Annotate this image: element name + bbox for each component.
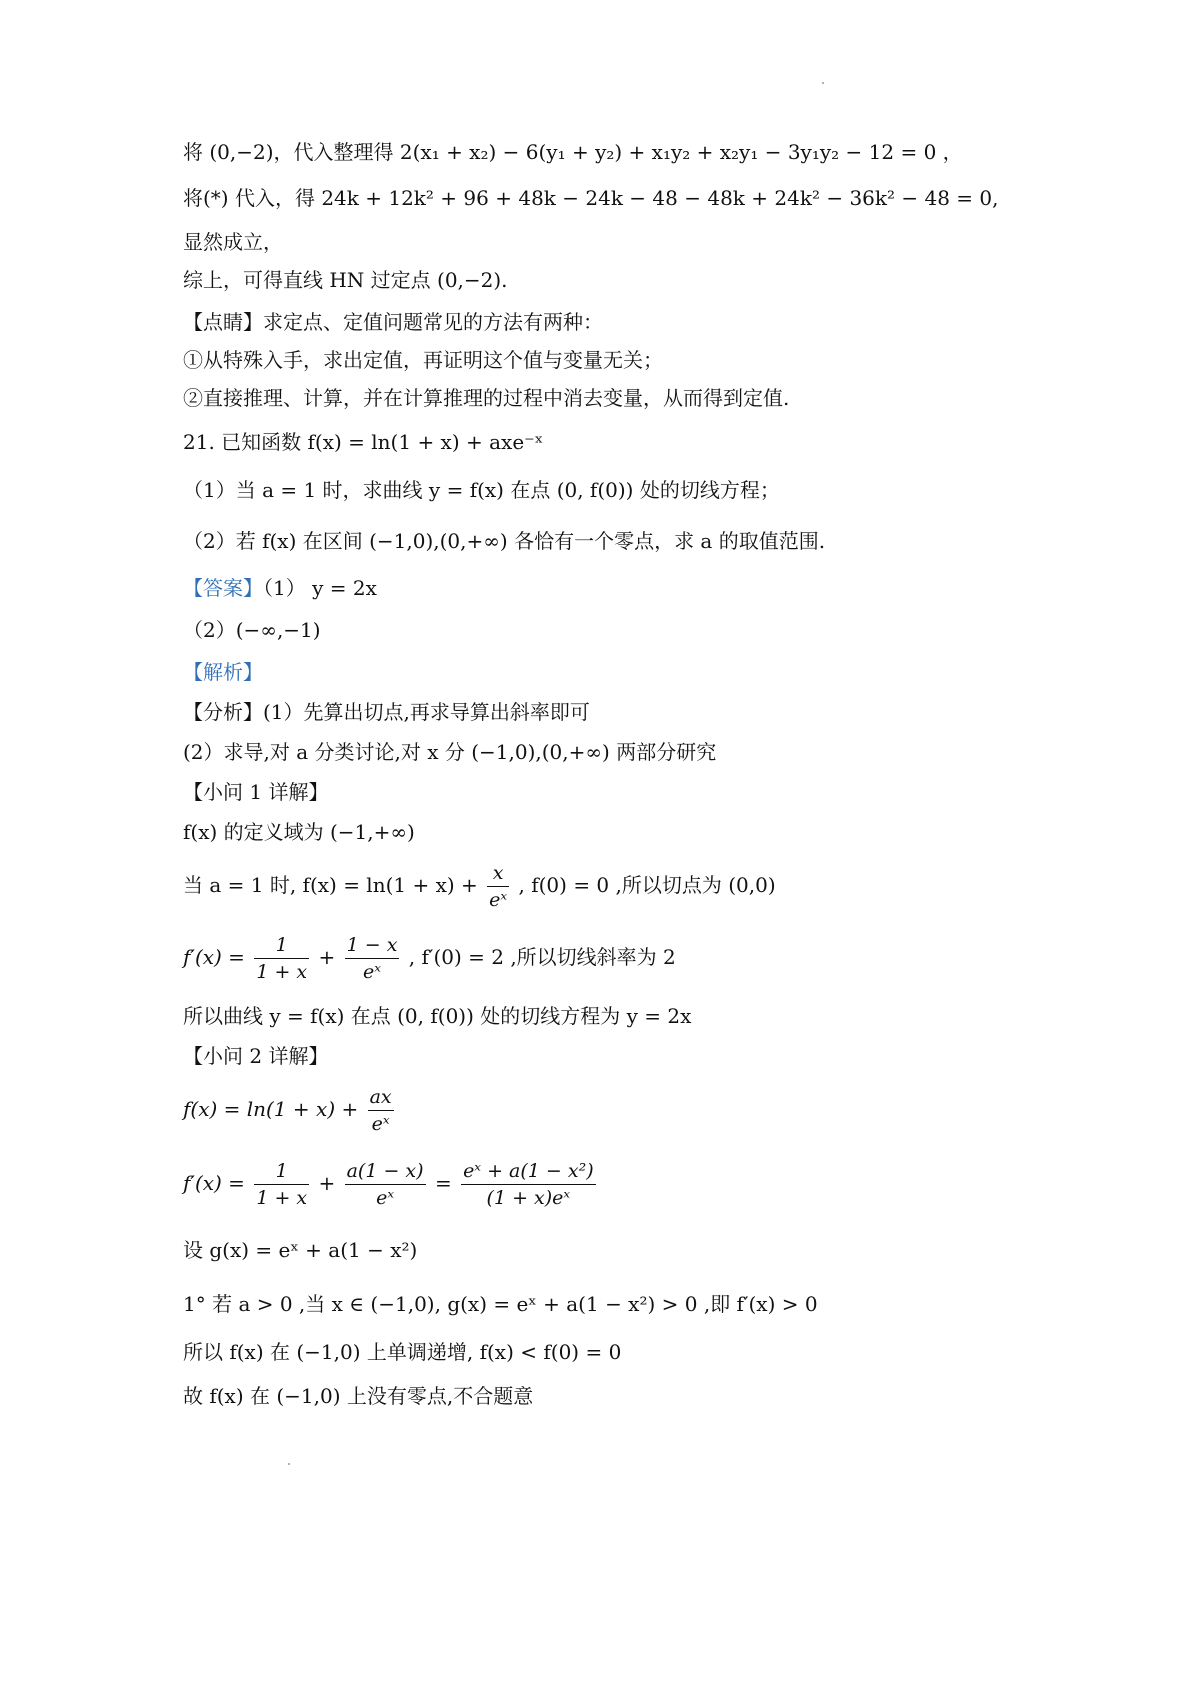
text-line: (2）求导,对 a 分类讨论,对 x 分 (−1,0),(0,+∞) 两部分研究 — [183, 740, 717, 764]
text-line: ②直接推理、计算，并在计算推理的过程中消去变量，从而得到定值. — [183, 386, 790, 410]
problem-part-2: （2）若 f(x) 在区间 (−1,0),(0,+∞) 各恰有一个零点，求 a 的取值范围. — [183, 529, 826, 553]
plus-sign: + — [318, 945, 336, 969]
problem-part-1: （1）当 a = 1 时，求曲线 y = f(x) 在点 (0, f(0)) 处的切线方程； — [183, 478, 780, 502]
text-line: ①从特殊入手，求出定值，再证明这个值与变量无关； — [183, 348, 663, 372]
fraction: $\frac{\text{eˣ + a(1 − x²)}}{\text{(1 + x)eˣ}}$ — [463, 1160, 594, 1209]
text-line: f(x) 的定义域为 (−1,+∞) — [183, 820, 415, 844]
equation-text: , f′(0) = 2 ,所以切线斜率为 2 — [408, 945, 676, 969]
answer-line — [183, 574, 377, 602]
answer-part-1: （1） y = 2x — [263, 576, 377, 600]
problem-statement: 21. 已知函数 f(x) = ln(1 + x) + axe⁻ˣ — [183, 430, 544, 454]
text-line: 将(*) 代入，得 24k + 12k² + 96 + 48k − 24k − 48 − 48k + 24k² − 36k² − 48 = 0, — [183, 186, 999, 210]
equation-text: f′(x) = — [183, 945, 245, 969]
equation-line — [183, 932, 676, 985]
fraction: $\frac{ax}{\text{eˣ}}$ — [369, 1086, 392, 1135]
answer-part-2: （2）(−∞,−1) — [183, 618, 321, 642]
answer-label: 【答案】 — [183, 576, 263, 600]
text-line: 显然成立， — [183, 230, 283, 254]
analysis-label: 【解析】 — [183, 660, 263, 684]
subquestion-1-heading: 【小问 1 详解】 — [183, 780, 329, 804]
scan-dot — [288, 1463, 290, 1465]
equation-text: f(x) = ln(1 + x) + — [183, 1097, 359, 1121]
text-line: 所以曲线 y = f(x) 在点 (0, f(0)) 处的切线方程为 y = 2x — [183, 1004, 692, 1028]
equation-text: f′(x) = — [183, 1171, 245, 1195]
text-line: 【分析】(1）先算出切点,再求导算出斜率即可 — [183, 700, 590, 724]
text-line: 设 g(x) = eˣ + a(1 − x²) — [183, 1238, 418, 1262]
fraction: $\frac{1 - x}{\text{eˣ}}$ — [346, 934, 398, 983]
equation-line — [183, 1084, 397, 1137]
plus-sign: + — [318, 1171, 336, 1195]
text-line: 故 f(x) 在 (−1,0) 上没有零点,不合题意 — [183, 1384, 534, 1408]
text-line: 所以 f(x) 在 (−1,0) 上单调递增, f(x) < f(0) = 0 — [183, 1340, 622, 1364]
text-line: 1° 若 a > 0 ,当 x ∈ (−1,0), g(x) = eˣ + a(1 − x²) > 0 ,即 f′(x) > 0 — [183, 1292, 818, 1316]
equation-text: , f(0) = 0 ,所以切点为 (0,0) — [518, 873, 776, 897]
equation-line — [183, 1158, 599, 1211]
scan-dot — [822, 82, 824, 84]
text-line: 将 (0,−2)，代入整理得 2(x₁ + x₂) − 6(y₁ + y₂) + x₁y₂ + x₂y₁ − 3y₁y₂ − 12 = 0 ， — [183, 140, 963, 164]
note-heading-line: 【点睛】求定点、定值问题常见的方法有两种： — [183, 310, 603, 334]
fraction: $\frac{1}{1 + x}$ — [256, 934, 308, 983]
text-line: 综上，可得直线 HN 过定点 (0,−2). — [183, 268, 508, 292]
equation-text: 当 a = 1 时, f(x) = ln(1 + x) + — [183, 873, 478, 897]
subquestion-2-heading: 【小问 2 详解】 — [183, 1044, 329, 1068]
fraction: $\frac{1}{1 + x}$ — [256, 1160, 308, 1209]
equals-sign: = — [434, 1171, 452, 1195]
fraction: $\frac{x}{\text{eˣ}}$ — [489, 862, 508, 911]
fraction: $\frac{a(1 - x)}{\text{eˣ}}$ — [346, 1160, 424, 1209]
equation-line — [183, 860, 776, 913]
